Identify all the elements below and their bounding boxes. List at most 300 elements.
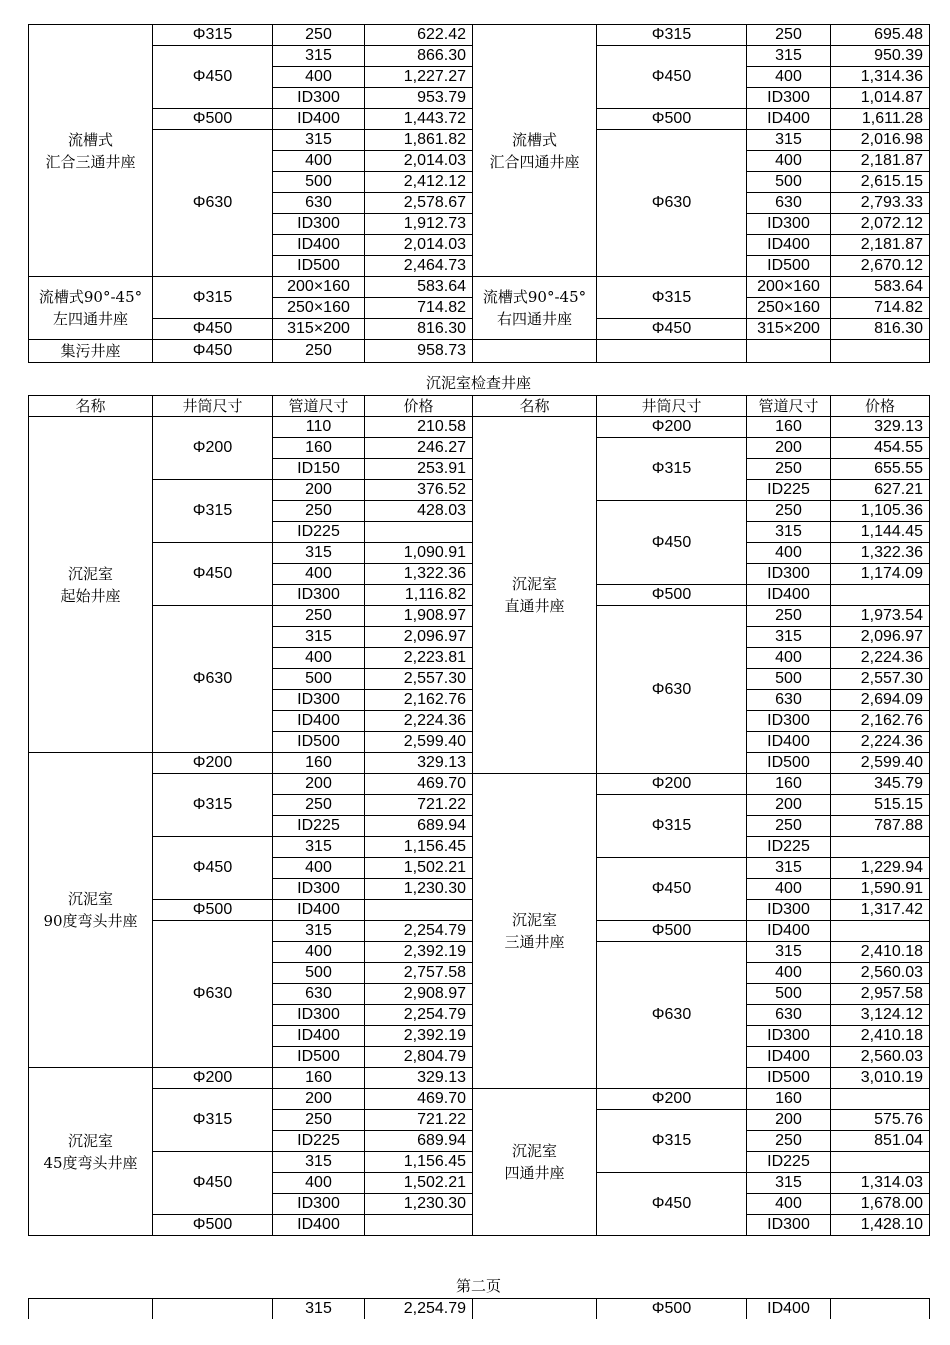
pipe-size: ID300 — [273, 214, 365, 235]
price: 1,322.36 — [365, 564, 473, 585]
shaft-size: Φ315 — [597, 795, 747, 858]
pipe-size: 400 — [747, 151, 831, 172]
shaft-size: Φ315 — [153, 774, 273, 837]
price: 2,560.03 — [831, 1047, 930, 1068]
price: 2,162.76 — [365, 690, 473, 711]
price: 1,090.91 — [365, 543, 473, 564]
table-flow-channel-seats — [28, 24, 930, 363]
price: 583.64 — [365, 277, 473, 298]
price: 2,694.09 — [831, 690, 930, 711]
column-header: 名称 — [473, 396, 597, 417]
pipe-size: 315 — [747, 130, 831, 151]
table-row — [29, 774, 930, 795]
pipe-size: ID400 — [273, 711, 365, 732]
pipe-size: 315 — [273, 543, 365, 564]
pipe-size: 500 — [747, 984, 831, 1005]
price: 454.55 — [831, 438, 930, 459]
pipe-size: 200×160 — [747, 277, 831, 298]
pipe-size: 400 — [273, 648, 365, 669]
pipe-size: 200 — [747, 795, 831, 816]
pipe-size: 400 — [273, 151, 365, 172]
pipe-size: 250×160 — [747, 298, 831, 319]
price: 2,757.58 — [365, 963, 473, 984]
price: 2,412.12 — [365, 172, 473, 193]
price: 246.27 — [365, 438, 473, 459]
pipe-size: ID150 — [273, 459, 365, 480]
column-header: 价格 — [831, 396, 930, 417]
price: 1,156.45 — [365, 1152, 473, 1173]
section-title: 沉泥室检查井座 — [425, 374, 531, 392]
pipe-size: 200×160 — [273, 277, 365, 298]
pipe-size: ID225 — [273, 522, 365, 543]
pipe-size: ID500 — [747, 256, 831, 277]
pipe-size: ID300 — [273, 879, 365, 900]
product-name: 沉泥室 90度弯头井座 — [29, 753, 153, 1068]
pipe-size: 315 — [747, 522, 831, 543]
price: 2,181.87 — [831, 151, 930, 172]
pipe-size: 250 — [273, 606, 365, 627]
shaft-size: Φ200 — [153, 417, 273, 480]
table-row — [29, 1299, 930, 1320]
pipe-size: 160 — [747, 417, 831, 438]
shaft-size: Φ450 — [597, 1173, 747, 1236]
price — [365, 522, 473, 543]
column-header: 名称 — [29, 396, 153, 417]
price: 2,224.36 — [831, 648, 930, 669]
shaft-size: Φ500 — [153, 1215, 273, 1236]
pipe-size: 200 — [747, 1110, 831, 1131]
pipe-size: 250 — [747, 25, 831, 46]
pipe-size: ID400 — [747, 585, 831, 606]
price: 376.52 — [365, 480, 473, 501]
price: 958.73 — [365, 340, 473, 363]
price: 515.15 — [831, 795, 930, 816]
shaft-size: Φ200 — [153, 1068, 273, 1089]
price: 253.91 — [365, 459, 473, 480]
price: 2,464.73 — [365, 256, 473, 277]
pipe-size: ID400 — [747, 1299, 831, 1320]
price — [831, 921, 930, 942]
shaft-size: Φ500 — [597, 109, 747, 130]
price — [831, 1089, 930, 1110]
table-continuation — [28, 1298, 930, 1319]
pipe-size: 630 — [747, 690, 831, 711]
price: 816.30 — [365, 319, 473, 340]
table-row — [29, 1089, 930, 1110]
pipe-size: 400 — [273, 858, 365, 879]
shaft-size — [153, 1299, 273, 1320]
pipe-size: ID400 — [747, 732, 831, 753]
price: 689.94 — [365, 816, 473, 837]
shaft-size: Φ450 — [597, 46, 747, 109]
pipe-size: 500 — [273, 963, 365, 984]
pipe-size: ID225 — [747, 480, 831, 501]
price: 469.70 — [365, 774, 473, 795]
shaft-size — [597, 340, 747, 363]
column-header: 井筒尺寸 — [597, 396, 747, 417]
price: 2,224.36 — [365, 711, 473, 732]
pipe-size: 400 — [273, 564, 365, 585]
pipe-size: 315 — [273, 837, 365, 858]
pipe-size: 315 — [747, 858, 831, 879]
price: 721.22 — [365, 1110, 473, 1131]
price: 622.42 — [365, 25, 473, 46]
price — [831, 1299, 930, 1320]
price: 1,314.36 — [831, 67, 930, 88]
shaft-size: Φ450 — [153, 340, 273, 363]
shaft-size: Φ200 — [597, 1089, 747, 1110]
price — [365, 1215, 473, 1236]
shaft-size: Φ630 — [597, 606, 747, 774]
price: 953.79 — [365, 88, 473, 109]
price: 689.94 — [365, 1131, 473, 1152]
product-name: 流槽式 汇合四通井座 — [473, 25, 597, 277]
pipe-size: 400 — [273, 942, 365, 963]
pipe-size: 250×160 — [273, 298, 365, 319]
pipe-size: ID300 — [273, 585, 365, 606]
pipe-size: ID400 — [747, 235, 831, 256]
price: 2,410.18 — [831, 942, 930, 963]
pipe-size: 160 — [273, 753, 365, 774]
shaft-size: Φ315 — [597, 1110, 747, 1173]
shaft-size: Φ630 — [597, 130, 747, 277]
price: 2,016.98 — [831, 130, 930, 151]
shaft-size: Φ500 — [153, 900, 273, 921]
shaft-size: Φ500 — [597, 1299, 747, 1320]
pipe-size: ID225 — [273, 816, 365, 837]
pipe-size: ID300 — [747, 1026, 831, 1047]
pipe-size: 500 — [273, 669, 365, 690]
pipe-size: 315 — [273, 921, 365, 942]
shaft-size: Φ315 — [153, 480, 273, 543]
price: 1,014.87 — [831, 88, 930, 109]
product-name: 沉泥室 四通井座 — [473, 1089, 597, 1236]
price: 816.30 — [831, 319, 930, 340]
page-label: 第二页 — [455, 1277, 501, 1295]
price — [831, 1152, 930, 1173]
pipe-size: ID300 — [747, 711, 831, 732]
price: 1,144.45 — [831, 522, 930, 543]
pipe-size: ID500 — [273, 1047, 365, 1068]
product-name — [473, 340, 597, 363]
pipe-size: ID400 — [747, 1047, 831, 1068]
pipe-size: 250 — [747, 459, 831, 480]
shaft-size: Φ315 — [597, 25, 747, 46]
price: 2,181.87 — [831, 235, 930, 256]
price: 1,116.82 — [365, 585, 473, 606]
pipe-size: ID400 — [747, 109, 831, 130]
pipe-size: 630 — [747, 1005, 831, 1026]
shaft-size: Φ315 — [597, 277, 747, 319]
pipe-size: ID300 — [747, 900, 831, 921]
pipe-size: ID300 — [273, 690, 365, 711]
price: 2,560.03 — [831, 963, 930, 984]
pipe-size: ID400 — [747, 921, 831, 942]
shaft-size: Φ315 — [153, 25, 273, 46]
shaft-size: Φ450 — [597, 858, 747, 921]
product-name: 沉泥室 三通井座 — [473, 774, 597, 1089]
pipe-size: ID400 — [273, 1026, 365, 1047]
price: 329.13 — [365, 1068, 473, 1089]
price: 2,670.12 — [831, 256, 930, 277]
price: 714.82 — [831, 298, 930, 319]
pipe-size: ID400 — [273, 235, 365, 256]
price: 3,010.19 — [831, 1068, 930, 1089]
price: 2,254.79 — [365, 921, 473, 942]
price: 2,224.36 — [831, 732, 930, 753]
shaft-size: Φ200 — [153, 753, 273, 774]
price: 428.03 — [365, 501, 473, 522]
pipe-size: 250 — [747, 816, 831, 837]
price: 2,615.15 — [831, 172, 930, 193]
price: 2,162.76 — [831, 711, 930, 732]
price: 2,096.97 — [831, 627, 930, 648]
shaft-size: Φ200 — [597, 417, 747, 438]
price: 1,322.36 — [831, 543, 930, 564]
price: 2,578.67 — [365, 193, 473, 214]
shaft-size: Φ630 — [153, 606, 273, 753]
pipe-size: 315 — [273, 1152, 365, 1173]
price: 2,599.40 — [831, 753, 930, 774]
product-name: 流槽式 汇合三通井座 — [29, 25, 153, 277]
price: 2,014.03 — [365, 235, 473, 256]
price — [831, 837, 930, 858]
pipe-size: 400 — [273, 1173, 365, 1194]
product-name — [29, 1299, 153, 1320]
price: 1,912.73 — [365, 214, 473, 235]
pipe-size: ID225 — [747, 837, 831, 858]
price: 1,105.36 — [831, 501, 930, 522]
price: 2,599.40 — [365, 732, 473, 753]
pipe-size: 250 — [273, 25, 365, 46]
pipe-size: ID300 — [747, 564, 831, 585]
price: 851.04 — [831, 1131, 930, 1152]
pipe-size: 110 — [273, 417, 365, 438]
pipe-size: ID500 — [273, 732, 365, 753]
price: 1,502.21 — [365, 858, 473, 879]
pipe-size: ID225 — [273, 1131, 365, 1152]
pipe-size: 315 — [747, 627, 831, 648]
price: 2,392.19 — [365, 1026, 473, 1047]
pipe-size: 400 — [747, 543, 831, 564]
pipe-size: 250 — [747, 606, 831, 627]
pipe-size: 400 — [747, 1194, 831, 1215]
pipe-size: 315 — [273, 1299, 365, 1320]
price: 2,254.79 — [365, 1005, 473, 1026]
pipe-size: 630 — [273, 193, 365, 214]
pipe-size: ID500 — [747, 1068, 831, 1089]
pipe-size: 315 — [747, 1173, 831, 1194]
product-name: 流槽式90°-45° 右四通井座 — [473, 277, 597, 340]
table-row — [29, 340, 930, 363]
product-name — [473, 1299, 597, 1320]
shaft-size: Φ630 — [153, 130, 273, 277]
price: 1,861.82 — [365, 130, 473, 151]
column-header: 价格 — [365, 396, 473, 417]
price: 2,410.18 — [831, 1026, 930, 1047]
price: 721.22 — [365, 795, 473, 816]
shaft-size: Φ450 — [597, 319, 747, 340]
price — [365, 900, 473, 921]
pipe-size: 400 — [747, 963, 831, 984]
shaft-size: Φ450 — [153, 1152, 273, 1215]
price: 655.55 — [831, 459, 930, 480]
pipe-size: 250 — [273, 1110, 365, 1131]
price: 2,254.79 — [365, 1299, 473, 1320]
price: 1,443.72 — [365, 109, 473, 130]
pipe-size: ID400 — [273, 1215, 365, 1236]
price: 1,611.28 — [831, 109, 930, 130]
shaft-size: Φ450 — [153, 46, 273, 109]
price: 1,678.00 — [831, 1194, 930, 1215]
pipe-size: 160 — [747, 1089, 831, 1110]
pipe-size: 315×200 — [273, 319, 365, 340]
shaft-size: Φ315 — [153, 277, 273, 319]
pipe-size: 315×200 — [747, 319, 831, 340]
product-name: 沉泥室 直通井座 — [473, 417, 597, 774]
price: 787.88 — [831, 816, 930, 837]
price: 866.30 — [365, 46, 473, 67]
price: 2,223.81 — [365, 648, 473, 669]
pipe-size: ID300 — [747, 88, 831, 109]
pipe-size: 315 — [273, 46, 365, 67]
shaft-size: Φ450 — [597, 501, 747, 585]
price: 2,557.30 — [831, 669, 930, 690]
pipe-size: 500 — [273, 172, 365, 193]
price — [831, 340, 930, 363]
pipe-size — [747, 340, 831, 363]
price: 583.64 — [831, 277, 930, 298]
pipe-size: ID400 — [273, 109, 365, 130]
price: 2,557.30 — [365, 669, 473, 690]
pipe-size: 250 — [747, 501, 831, 522]
pipe-size: 250 — [273, 501, 365, 522]
pipe-size: 250 — [273, 795, 365, 816]
pipe-size: 315 — [747, 942, 831, 963]
shaft-size: Φ500 — [597, 921, 747, 942]
price: 2,908.97 — [365, 984, 473, 1005]
pipe-size: ID500 — [747, 753, 831, 774]
column-header: 管道尺寸 — [747, 396, 831, 417]
pipe-size: ID300 — [273, 88, 365, 109]
price — [831, 585, 930, 606]
shaft-size: Φ630 — [153, 921, 273, 1068]
column-header: 井筒尺寸 — [153, 396, 273, 417]
price: 950.39 — [831, 46, 930, 67]
price: 3,124.12 — [831, 1005, 930, 1026]
shaft-size: Φ500 — [597, 585, 747, 606]
price: 1,230.30 — [365, 1194, 473, 1215]
pipe-size: ID400 — [273, 900, 365, 921]
product-name: 流槽式90°-45° 左四通井座 — [29, 277, 153, 340]
price: 1,973.54 — [831, 606, 930, 627]
pipe-size: ID300 — [747, 1215, 831, 1236]
price: 1,156.45 — [365, 837, 473, 858]
price: 1,227.27 — [365, 67, 473, 88]
price: 714.82 — [365, 298, 473, 319]
price: 2,957.58 — [831, 984, 930, 1005]
price: 1,317.42 — [831, 900, 930, 921]
price: 1,428.10 — [831, 1215, 930, 1236]
pipe-size: 160 — [273, 1068, 365, 1089]
pipe-size: ID500 — [273, 256, 365, 277]
shaft-size: Φ200 — [597, 774, 747, 795]
shaft-size: Φ450 — [153, 319, 273, 340]
product-name: 集污井座 — [29, 340, 153, 363]
pipe-size: 315 — [273, 130, 365, 151]
table-header-row — [29, 396, 930, 417]
price: 2,072.12 — [831, 214, 930, 235]
price: 210.58 — [365, 417, 473, 438]
price: 1,314.03 — [831, 1173, 930, 1194]
pipe-size: 250 — [273, 340, 365, 363]
pipe-size: ID225 — [747, 1152, 831, 1173]
price: 345.79 — [831, 774, 930, 795]
pipe-size: 315 — [273, 627, 365, 648]
price: 469.70 — [365, 1089, 473, 1110]
shaft-size: Φ315 — [597, 438, 747, 501]
shaft-size: Φ450 — [153, 837, 273, 900]
pipe-size: 630 — [273, 984, 365, 1005]
price: 1,174.09 — [831, 564, 930, 585]
pipe-size: 250 — [747, 1131, 831, 1152]
price: 1,908.97 — [365, 606, 473, 627]
table-sediment-chamber-seats — [28, 395, 930, 1236]
shaft-size: Φ630 — [597, 942, 747, 1089]
product-name: 沉泥室 45度弯头井座 — [29, 1068, 153, 1236]
price: 329.13 — [831, 417, 930, 438]
price: 1,229.94 — [831, 858, 930, 879]
price: 1,230.30 — [365, 879, 473, 900]
table-row — [29, 25, 930, 46]
shaft-size: Φ315 — [153, 1089, 273, 1152]
pipe-size: ID300 — [273, 1005, 365, 1026]
table-row — [29, 417, 930, 438]
price: 627.21 — [831, 480, 930, 501]
price: 695.48 — [831, 25, 930, 46]
shaft-size: Φ450 — [153, 543, 273, 606]
pipe-size: 200 — [273, 1089, 365, 1110]
shaft-size: Φ500 — [153, 109, 273, 130]
pipe-size: 200 — [747, 438, 831, 459]
pipe-size: 200 — [273, 774, 365, 795]
pipe-size: ID300 — [273, 1194, 365, 1215]
pipe-size: 400 — [273, 67, 365, 88]
pipe-size: ID300 — [747, 214, 831, 235]
price: 2,014.03 — [365, 151, 473, 172]
table-row — [29, 277, 930, 298]
price: 2,096.97 — [365, 627, 473, 648]
pipe-size: 160 — [273, 438, 365, 459]
pipe-size: 400 — [747, 879, 831, 900]
price: 2,804.79 — [365, 1047, 473, 1068]
pipe-size: 500 — [747, 172, 831, 193]
pipe-size: 315 — [747, 46, 831, 67]
price: 1,590.91 — [831, 879, 930, 900]
column-header: 管道尺寸 — [273, 396, 365, 417]
price: 575.76 — [831, 1110, 930, 1131]
price: 1,502.21 — [365, 1173, 473, 1194]
pipe-size: 400 — [747, 648, 831, 669]
pipe-size: 160 — [747, 774, 831, 795]
price: 2,392.19 — [365, 942, 473, 963]
product-name: 沉泥室 起始井座 — [29, 417, 153, 753]
pipe-size: 500 — [747, 669, 831, 690]
pipe-size: 200 — [273, 480, 365, 501]
pipe-size: 630 — [747, 193, 831, 214]
price: 2,793.33 — [831, 193, 930, 214]
price: 329.13 — [365, 753, 473, 774]
